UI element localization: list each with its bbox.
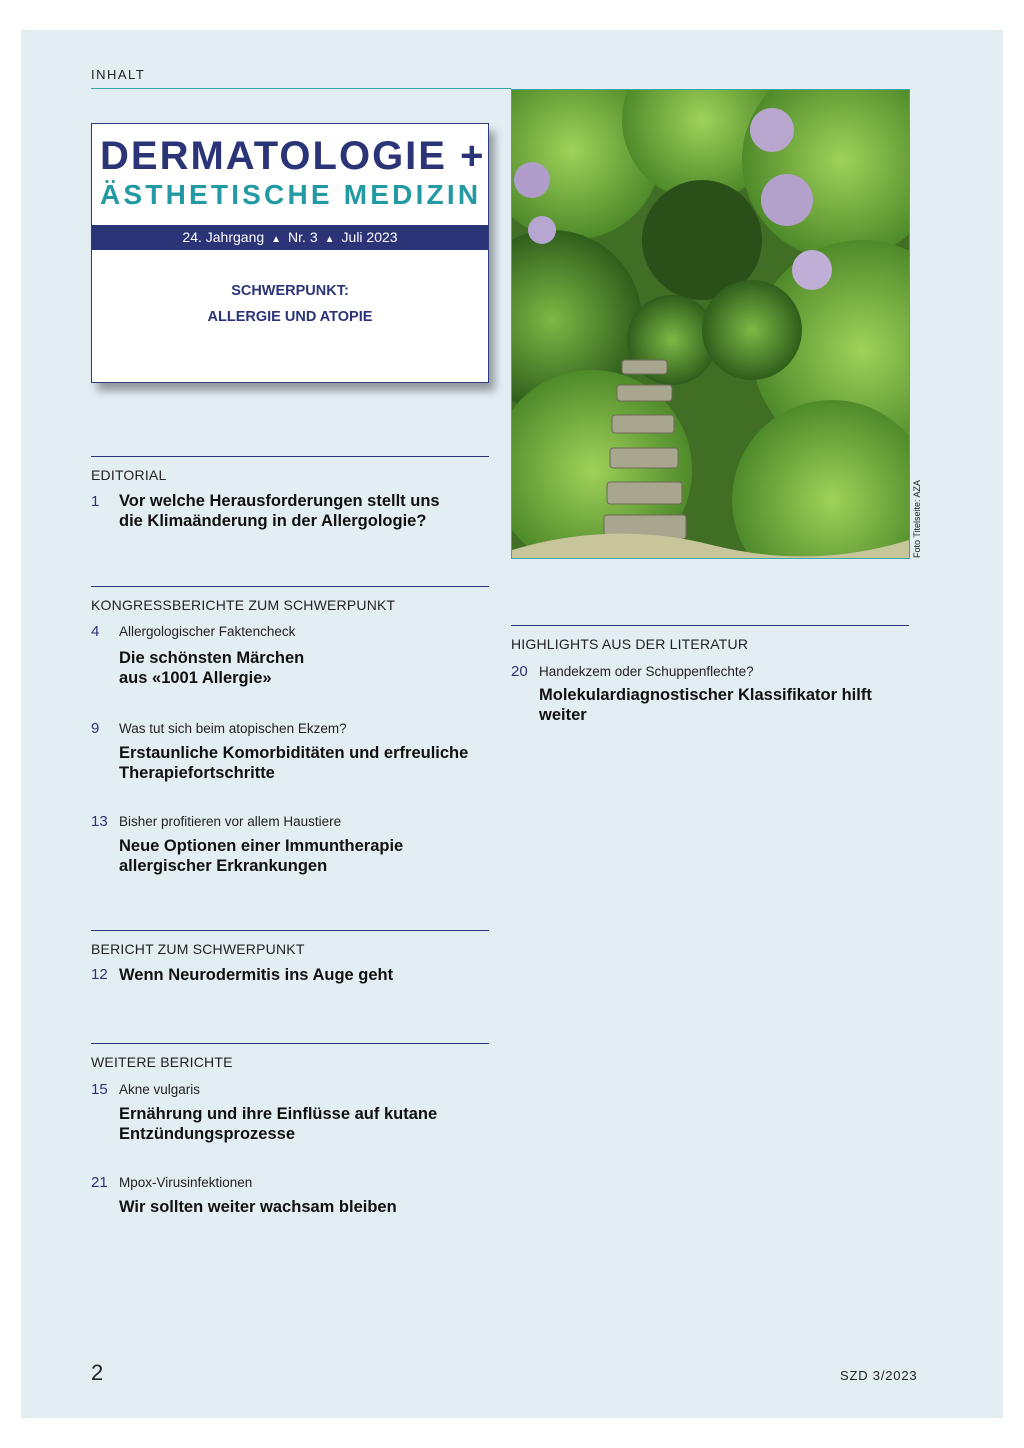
section-rule bbox=[91, 1043, 489, 1044]
page-ref: 9 bbox=[91, 720, 100, 737]
page-number: 2 bbox=[91, 1360, 104, 1385]
article-title[interactable]: Wenn Neurodermitis ins Auge geht bbox=[119, 966, 394, 984]
section-heading-highlights: HIGHLIGHTS AUS DER LITERATUR bbox=[511, 636, 749, 652]
article-kicker: Mpox-Virusinfektionen bbox=[119, 1175, 253, 1190]
article-kicker: Was tut sich beim atopischen Ekzem? bbox=[119, 721, 347, 736]
section-rule bbox=[511, 625, 909, 626]
triangle-separator-icon: ▲ bbox=[324, 234, 335, 245]
section-rule bbox=[91, 930, 489, 931]
section-rule bbox=[91, 586, 489, 587]
section-heading-editorial: EDITORIAL bbox=[91, 467, 167, 483]
photo-credit: Foto Titelseite: AZA bbox=[912, 479, 922, 558]
magazine-cover bbox=[91, 123, 489, 383]
triangle-separator-icon: ▲ bbox=[271, 234, 282, 245]
cover-date: Juli 2023 bbox=[341, 229, 398, 245]
article-title[interactable]: Ernährung und ihre Einflüsse auf kutane Entzündungsprozesse bbox=[119, 1105, 438, 1143]
section-rule bbox=[91, 456, 489, 457]
cover-title-line1: DERMATOLOGIE + bbox=[100, 134, 486, 178]
article-kicker: Handekzem oder Schuppenflechte? bbox=[539, 664, 754, 679]
article-kicker: Bisher profitieren vor allem Haustiere bbox=[119, 814, 342, 829]
page-ref: 4 bbox=[91, 623, 100, 640]
page-ref: 20 bbox=[511, 663, 528, 680]
cover-number: Nr. 3 bbox=[288, 229, 318, 245]
article-title[interactable]: Neue Optionen einer Immuntherapie allergischer Erkrankungen bbox=[119, 837, 404, 875]
article-title[interactable]: Erstaunliche Komorbiditäten und erfreuliche Therapiefortschritte bbox=[119, 744, 469, 782]
article-title[interactable]: Vor welche Herausforderungen stellt uns die Klimaänderung in der Allergologie? bbox=[119, 492, 440, 530]
page-ref: 13 bbox=[91, 813, 108, 830]
section-heading-kongress: KONGRESSBERICHTE ZUM SCHWERPUNKT bbox=[91, 597, 396, 613]
article-title[interactable]: Die schönsten Märchen aus «1001 Allergie» bbox=[119, 649, 305, 687]
cover-volume: 24. Jahrgang bbox=[182, 229, 265, 245]
cover-focus-line2: ALLERGIE UND ATOPIE bbox=[207, 309, 373, 325]
article-kicker: Akne vulgaris bbox=[119, 1082, 201, 1097]
page-ref: 15 bbox=[91, 1081, 108, 1098]
header-rule bbox=[91, 88, 511, 89]
cover-focus-line1: SCHWERPUNKT: bbox=[231, 283, 349, 299]
section-heading-bericht: BERICHT ZUM SCHWERPUNKT bbox=[91, 941, 305, 957]
cover-issue-band bbox=[92, 225, 488, 250]
page-ref: 1 bbox=[91, 493, 100, 510]
article-kicker: Allergologischer Faktencheck bbox=[119, 624, 296, 639]
article-title[interactable]: Molekulardiagnostischer Klassifikator hilft weiter bbox=[539, 686, 872, 724]
garden-path-illustration bbox=[512, 90, 909, 558]
article-title[interactable]: Wir sollten weiter wachsam bleiben bbox=[119, 1198, 397, 1216]
cover-title-line2: ÄSTHETISCHE MEDIZIN bbox=[100, 179, 482, 210]
page-ref: 12 bbox=[91, 966, 108, 983]
section-label: INHALT bbox=[91, 67, 146, 82]
issue-label: SZD 3/2023 bbox=[840, 1368, 918, 1383]
section-heading-weitere: WEITERE BERICHTE bbox=[91, 1054, 233, 1070]
cover-photo bbox=[511, 89, 910, 559]
page-ref: 21 bbox=[91, 1174, 108, 1191]
